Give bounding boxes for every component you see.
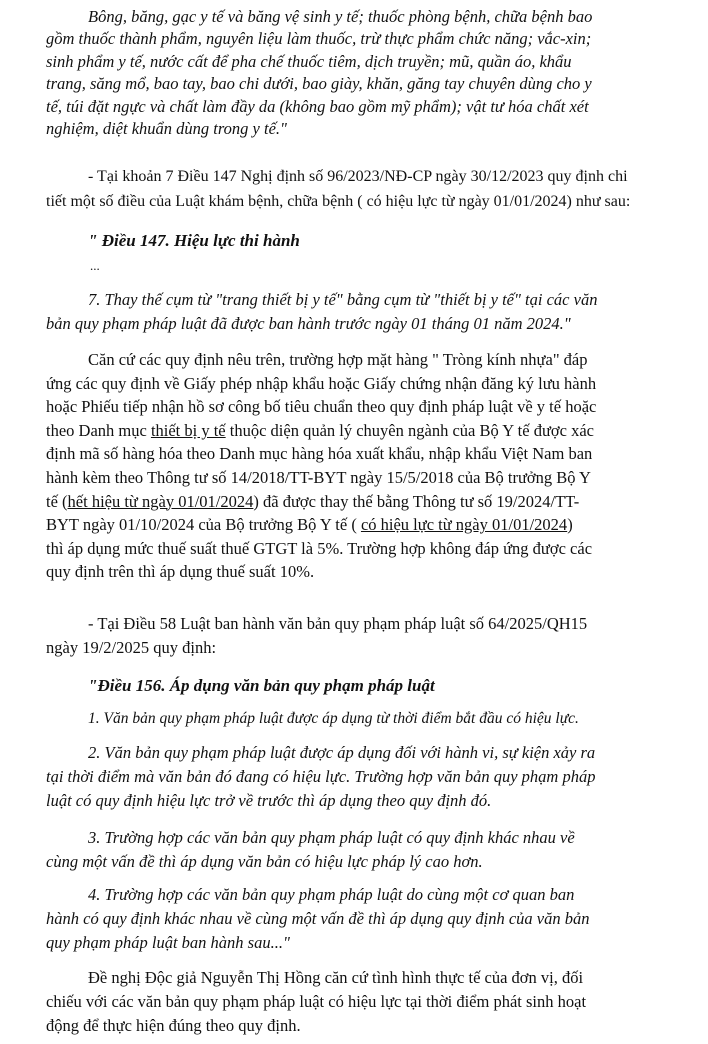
text-line: - Tại khoản 7 Điều 147 Nghị định số 96/2023/NĐ-CP ngày 30/12/2023 quy định chi bbox=[88, 168, 628, 185]
article-147-item-7 bbox=[46, 288, 692, 336]
text-line: cùng một vấn đề thì áp dụng văn bản có hiệu lực pháp lý cao hơn. bbox=[46, 852, 483, 871]
text-line: 4. Trường hợp các văn bản quy phạm pháp luật do cùng một cơ quan ban bbox=[88, 885, 575, 904]
underlined-term: hết hiệu từ ngày 01/01/2024 bbox=[67, 491, 254, 511]
text-line: 7. Thay thế cụm từ "trang thiết bị y tế" bằng cụm từ "thiết bị y tế" tại các văn bbox=[88, 290, 598, 309]
text-line: thì áp dụng mức thuế suất thuế GTGT là 5%. Trường hợp không đáp ứng được các bbox=[46, 538, 593, 558]
article-156-item-2 bbox=[46, 741, 692, 813]
text-line: động để thực hiện đúng theo quy định. bbox=[46, 1016, 301, 1035]
article-156-item-1: 1. Văn bản quy phạm pháp luật được áp dụng từ thời điểm bắt đầu có hiệu lực. bbox=[88, 710, 579, 727]
text-line: 3. Trường hợp các văn bản quy phạm pháp luật có quy định khác nhau về bbox=[88, 828, 575, 847]
law-paragraph bbox=[46, 612, 692, 660]
text-line: sinh phẩm y tế, nước cất để pha chế thuốc tiêm, dịch truyền; mũ, quần áo, khẩu bbox=[46, 51, 572, 71]
text-line bbox=[46, 419, 692, 443]
text-line: - Tại Điều 58 Luật ban hành văn bản quy phạm pháp luật số 64/2025/QH15 bbox=[88, 614, 588, 633]
text-line: định mã số hàng hóa theo Danh mục hàng hóa xuất khẩu, nhập khẩu Việt Nam ban bbox=[46, 444, 593, 464]
text-line: Đề nghị Độc giả Nguyễn Thị Hồng căn cứ tình hình thực tế của đơn vị, đối bbox=[88, 968, 584, 987]
text-span: ) bbox=[567, 515, 573, 535]
text-span: theo Danh mục bbox=[46, 420, 151, 440]
text-line: hành kèm theo Thông tư số 14/2018/TT-BYT ngày 15/5/2018 của Bộ trưởng Bộ Y bbox=[46, 467, 591, 487]
text-line: quy định trên thì áp dụng thuế suất 10%. bbox=[46, 562, 315, 582]
main-paragraph bbox=[46, 348, 692, 584]
article-156-item-4 bbox=[46, 883, 692, 955]
text-span: BYT ngày 01/10/2024 của Bộ trưởng Bộ Y tế ( bbox=[46, 515, 361, 535]
text-line: ứng các quy định về Giấy phép nhập khẩu hoặc Giấy chứng nhận đăng ký lưu hành bbox=[46, 373, 597, 393]
text-line: trang, săng mổ, bao tay, bao chi dưới, bao giày, khăn, găng tay chuyên dùng cho y bbox=[46, 74, 592, 94]
text-line: hành có quy định khác nhau về cùng một vấn đề thì áp dụng quy định của văn bản bbox=[46, 909, 590, 928]
text-line bbox=[46, 513, 692, 537]
text-line: quy phạm pháp luật ban hành sau..." bbox=[46, 933, 290, 952]
text-line: tế, túi đặt ngực và chất làm đầy da (không bao gồm mỹ phẩm); vật tư hóa chất xét bbox=[46, 96, 589, 116]
underlined-term: thiết bị y tế bbox=[150, 420, 226, 440]
underlined-term: có hiệu lực từ ngày 01/01/2024 bbox=[360, 515, 568, 535]
text-line: 2. Văn bản quy phạm pháp luật được áp dụng đối với hành vi, sự kiện xảy ra bbox=[88, 743, 596, 762]
ellipsis: ... bbox=[90, 258, 100, 273]
article-147-heading: " Điều 147. Hiệu lực thi hành bbox=[88, 231, 300, 250]
closing-paragraph bbox=[46, 966, 692, 1038]
text-line: bản quy phạm pháp luật đã được ban hành trước ngày 01 tháng 01 năm 2024." bbox=[46, 314, 571, 333]
article-156-heading: "Điều 156. Áp dụng văn bản quy phạm pháp luật bbox=[88, 676, 435, 695]
text-line: luật có quy định hiệu lực trở về trước thì áp dụng theo quy định đó. bbox=[46, 791, 492, 810]
text-line: ngày 19/2/2025 quy định: bbox=[46, 638, 217, 657]
text-line: Căn cứ các quy định nêu trên, trường hợp mặt hàng " Tròng kính nhựa" đáp bbox=[88, 350, 588, 369]
text-line bbox=[46, 490, 692, 514]
text-line: Bông, băng, gạc y tế và băng vệ sinh y tế; thuốc phòng bệnh, chữa bệnh bao bbox=[88, 7, 593, 26]
text-span: tế ( bbox=[46, 491, 68, 511]
text-span: ) đã được thay thế bằng Thông tư số 19/2024/TT- bbox=[253, 491, 580, 511]
text-line: gồm thuốc thành phẩm, nguyên liệu làm thuốc, trừ thực phẩm chức năng; vắc-xin; bbox=[46, 29, 592, 49]
text-line: nghiệm, diệt khuẩn dùng trong y tế." bbox=[46, 119, 287, 139]
text-line: chiếu với các văn bản quy phạm pháp luật có hiệu lực tại thời điểm phát sinh hoạt bbox=[46, 992, 587, 1011]
article-156-item-3 bbox=[46, 826, 692, 874]
decree-paragraph bbox=[46, 164, 692, 214]
text-line: tại thời điểm mà văn bản đó đang có hiệu lực. Trường hợp văn bản quy phạm pháp bbox=[46, 767, 596, 786]
text-line: hoặc Phiếu tiếp nhận hồ sơ công bố tiêu chuẩn theo quy định pháp luật về y tế hoặc bbox=[46, 397, 597, 417]
text-span: thuộc diện quản lý chuyên ngành của Bộ Y tế được xác bbox=[225, 420, 594, 440]
quote-block bbox=[46, 6, 690, 140]
text-line: tiết một số điều của Luật khám bệnh, chữa bệnh ( có hiệu lực từ ngày 01/01/2024) như sau: bbox=[46, 193, 631, 210]
